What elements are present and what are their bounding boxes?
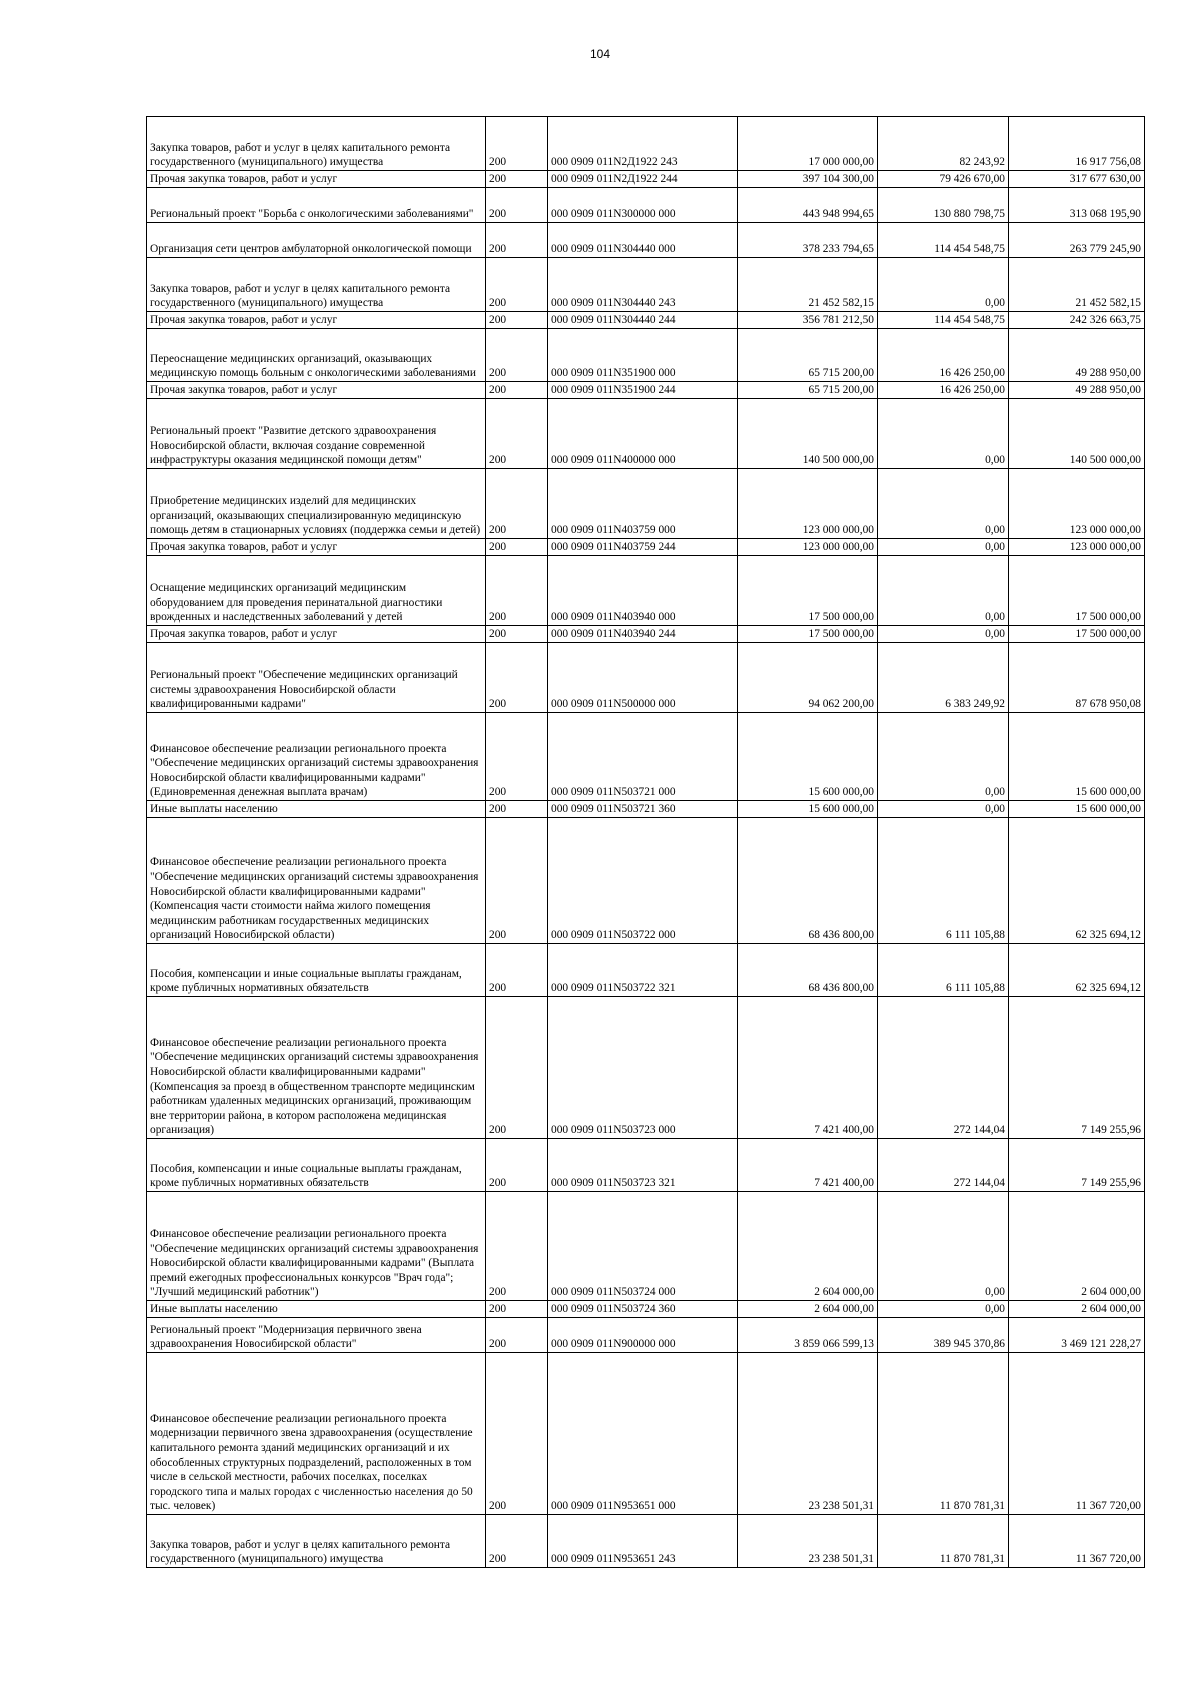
- row-unexecuted-amount-cell: 21 452 582,15: [1009, 258, 1145, 312]
- row-budget-classification-cell: 000 0909 011N503723 000: [548, 997, 738, 1139]
- row-budget-classification-cell: 000 0909 011N900000 000: [548, 1318, 738, 1353]
- row-admin-code-cell: 200: [486, 1318, 548, 1353]
- row-admin-code-cell: 200: [486, 1515, 548, 1568]
- row-unexecuted-amount-cell: 49 288 950,00: [1009, 382, 1145, 399]
- table-row: [147, 312, 1145, 329]
- row-approved-amount-cell: 68 436 800,00: [738, 818, 878, 944]
- row-executed-amount-cell: 0,00: [878, 626, 1009, 643]
- row-admin-code-cell: 200: [486, 818, 548, 944]
- row-approved-amount-cell: 17 500 000,00: [738, 626, 878, 643]
- row-executed-amount-cell: 0,00: [878, 258, 1009, 312]
- row-budget-classification-cell: 000 0909 011N400000 000: [548, 399, 738, 469]
- row-budget-classification-cell: 000 0909 011N2Д1922 243: [548, 117, 738, 171]
- row-unexecuted-amount-cell: 317 677 630,00: [1009, 171, 1145, 188]
- row-admin-code-cell: 200: [486, 1353, 548, 1515]
- table-row: [147, 469, 1145, 539]
- row-unexecuted-amount-cell: 17 500 000,00: [1009, 556, 1145, 626]
- row-budget-classification-cell: 000 0909 011N351900 000: [548, 329, 738, 382]
- row-admin-code-cell: 200: [486, 399, 548, 469]
- page-number: 104: [589, 47, 611, 61]
- row-name-cell: Региональный проект "Модернизация первичного звена здравоохранения Новосибирской области": [147, 1318, 486, 1353]
- row-name-cell: Финансовое обеспечение реализации регионального проекта "Обеспечение медицинских организаций системы здравоохранения Новосибирской области квалифицированными кадрами" (Компенсация за проезд в общественном транспорте медицинским работникам удаленных медицинских организаций, проживающим вне территории района, в котором расположена медицинская организация): [147, 997, 486, 1139]
- row-executed-amount-cell: 16 426 250,00: [878, 329, 1009, 382]
- row-budget-classification-cell: 000 0909 011N2Д1922 244: [548, 171, 738, 188]
- row-admin-code-cell: 200: [486, 643, 548, 713]
- row-executed-amount-cell: 79 426 670,00: [878, 171, 1009, 188]
- row-admin-code-cell: 200: [486, 1192, 548, 1301]
- table-row: [147, 223, 1145, 258]
- row-executed-amount-cell: 0,00: [878, 1192, 1009, 1301]
- row-name-cell: Региональный проект "Развитие детского здравоохранения Новосибирской области, включая создание современной инфраструктуры оказания медицинской помощи детям": [147, 399, 486, 469]
- row-unexecuted-amount-cell: 17 500 000,00: [1009, 626, 1145, 643]
- row-approved-amount-cell: 15 600 000,00: [738, 713, 878, 801]
- row-approved-amount-cell: 7 421 400,00: [738, 1139, 878, 1192]
- row-unexecuted-amount-cell: 123 000 000,00: [1009, 469, 1145, 539]
- table-row: [147, 382, 1145, 399]
- row-name-cell: Прочая закупка товаров, работ и услуг: [147, 382, 486, 399]
- row-approved-amount-cell: 356 781 212,50: [738, 312, 878, 329]
- table-row: [147, 188, 1145, 223]
- row-approved-amount-cell: 23 238 501,31: [738, 1353, 878, 1515]
- budget-execution-table: [146, 116, 1145, 1568]
- table-row: [147, 171, 1145, 188]
- table-row: [147, 643, 1145, 713]
- row-executed-amount-cell: 0,00: [878, 801, 1009, 818]
- row-budget-classification-cell: 000 0909 011N953651 000: [548, 1353, 738, 1515]
- row-executed-amount-cell: 0,00: [878, 713, 1009, 801]
- row-executed-amount-cell: 272 144,04: [878, 1139, 1009, 1192]
- row-name-cell: Переоснащение медицинских организаций, оказывающих медицинскую помощь больным с онкологическими заболеваниями: [147, 329, 486, 382]
- row-executed-amount-cell: 0,00: [878, 399, 1009, 469]
- row-name-cell: Организация сети центров амбулаторной онкологической помощи: [147, 223, 486, 258]
- row-admin-code-cell: 200: [486, 713, 548, 801]
- row-budget-classification-cell: 000 0909 011N300000 000: [548, 188, 738, 223]
- row-budget-classification-cell: 000 0909 011N953651 243: [548, 1515, 738, 1568]
- row-unexecuted-amount-cell: 87 678 950,08: [1009, 643, 1145, 713]
- row-name-cell: Приобретение медицинских изделий для медицинских организаций, оказывающих специализированную медицинскую помощь детям в стационарных условиях (поддержка семьи и детей): [147, 469, 486, 539]
- row-name-cell: Пособия, компенсации и иные социальные выплаты гражданам, кроме публичных нормативных обязательств: [147, 1139, 486, 1192]
- row-budget-classification-cell: 000 0909 011N403759 244: [548, 539, 738, 556]
- row-unexecuted-amount-cell: 62 325 694,12: [1009, 818, 1145, 944]
- table-row: [147, 1515, 1145, 1568]
- row-budget-classification-cell: 000 0909 011N503723 321: [548, 1139, 738, 1192]
- row-approved-amount-cell: 123 000 000,00: [738, 539, 878, 556]
- row-admin-code-cell: 200: [486, 382, 548, 399]
- row-name-cell: Закупка товаров, работ и услуг в целях капитального ремонта государственного (муниципального) имущества: [147, 258, 486, 312]
- row-executed-amount-cell: 130 880 798,75: [878, 188, 1009, 223]
- row-executed-amount-cell: 11 870 781,31: [878, 1353, 1009, 1515]
- table-body: [147, 117, 1145, 1568]
- row-budget-classification-cell: 000 0909 011N304440 000: [548, 223, 738, 258]
- row-admin-code-cell: 200: [486, 171, 548, 188]
- row-budget-classification-cell: 000 0909 011N503721 360: [548, 801, 738, 818]
- table-row: [147, 329, 1145, 382]
- row-approved-amount-cell: 15 600 000,00: [738, 801, 878, 818]
- row-approved-amount-cell: 21 452 582,15: [738, 258, 878, 312]
- row-budget-classification-cell: 000 0909 011N503724 360: [548, 1301, 738, 1318]
- row-executed-amount-cell: 0,00: [878, 469, 1009, 539]
- row-executed-amount-cell: 6 383 249,92: [878, 643, 1009, 713]
- row-unexecuted-amount-cell: 123 000 000,00: [1009, 539, 1145, 556]
- row-admin-code-cell: 200: [486, 258, 548, 312]
- row-executed-amount-cell: 114 454 548,75: [878, 312, 1009, 329]
- row-name-cell: Прочая закупка товаров, работ и услуг: [147, 626, 486, 643]
- row-unexecuted-amount-cell: 15 600 000,00: [1009, 713, 1145, 801]
- row-executed-amount-cell: 6 111 105,88: [878, 818, 1009, 944]
- row-approved-amount-cell: 23 238 501,31: [738, 1515, 878, 1568]
- row-unexecuted-amount-cell: 49 288 950,00: [1009, 329, 1145, 382]
- row-budget-classification-cell: 000 0909 011N403940 000: [548, 556, 738, 626]
- row-unexecuted-amount-cell: 7 149 255,96: [1009, 997, 1145, 1139]
- row-executed-amount-cell: 6 111 105,88: [878, 944, 1009, 997]
- row-budget-classification-cell: 000 0909 011N304440 244: [548, 312, 738, 329]
- row-executed-amount-cell: 272 144,04: [878, 997, 1009, 1139]
- row-unexecuted-amount-cell: 62 325 694,12: [1009, 944, 1145, 997]
- row-admin-code-cell: 200: [486, 223, 548, 258]
- row-name-cell: Региональный проект "Обеспечение медицинских организаций системы здравоохранения Новосибирской области квалифицированными кадрами": [147, 643, 486, 713]
- row-executed-amount-cell: 389 945 370,86: [878, 1318, 1009, 1353]
- row-executed-amount-cell: 0,00: [878, 1301, 1009, 1318]
- row-unexecuted-amount-cell: 2 604 000,00: [1009, 1192, 1145, 1301]
- table-row: [147, 556, 1145, 626]
- row-unexecuted-amount-cell: 140 500 000,00: [1009, 399, 1145, 469]
- row-name-cell: Прочая закупка товаров, работ и услуг: [147, 171, 486, 188]
- row-executed-amount-cell: 114 454 548,75: [878, 223, 1009, 258]
- row-name-cell: Прочая закупка товаров, работ и услуг: [147, 539, 486, 556]
- row-name-cell: Иные выплаты населению: [147, 1301, 486, 1318]
- row-budget-classification-cell: 000 0909 011N403940 244: [548, 626, 738, 643]
- row-unexecuted-amount-cell: 242 326 663,75: [1009, 312, 1145, 329]
- row-budget-classification-cell: 000 0909 011N351900 244: [548, 382, 738, 399]
- row-admin-code-cell: 200: [486, 117, 548, 171]
- row-unexecuted-amount-cell: 11 367 720,00: [1009, 1515, 1145, 1568]
- row-admin-code-cell: 200: [486, 1139, 548, 1192]
- row-admin-code-cell: 200: [486, 626, 548, 643]
- table-row: [147, 399, 1145, 469]
- row-name-cell: Закупка товаров, работ и услуг в целях капитального ремонта государственного (муниципального) имущества: [147, 1515, 486, 1568]
- row-name-cell: Финансовое обеспечение реализации регионального проекта модернизации первичного звена здравоохранения (осуществление капитального ремонта зданий медицинских организаций и их обособленных структурных подразделений, расположенных в том числе в сельской местности, рабочих поселках, поселках городского типа и малых городах с численностью населения до 50 тыс. человек): [147, 1353, 486, 1515]
- row-unexecuted-amount-cell: 2 604 000,00: [1009, 1301, 1145, 1318]
- row-executed-amount-cell: 0,00: [878, 556, 1009, 626]
- row-admin-code-cell: 200: [486, 469, 548, 539]
- row-unexecuted-amount-cell: 263 779 245,90: [1009, 223, 1145, 258]
- row-unexecuted-amount-cell: 3 469 121 228,27: [1009, 1318, 1145, 1353]
- row-admin-code-cell: 200: [486, 1301, 548, 1318]
- row-approved-amount-cell: 2 604 000,00: [738, 1192, 878, 1301]
- row-approved-amount-cell: 443 948 994,65: [738, 188, 878, 223]
- table-row: [147, 944, 1145, 997]
- row-unexecuted-amount-cell: 11 367 720,00: [1009, 1353, 1145, 1515]
- table-row: [147, 1318, 1145, 1353]
- row-name-cell: Пособия, компенсации и иные социальные выплаты гражданам, кроме публичных нормативных обязательств: [147, 944, 486, 997]
- row-approved-amount-cell: 7 421 400,00: [738, 997, 878, 1139]
- row-name-cell: Прочая закупка товаров, работ и услуг: [147, 312, 486, 329]
- row-name-cell: Оснащение медицинских организаций медицинским оборудованием для проведения перинатальной диагностики врожденных и наследственных заболеваний у детей: [147, 556, 486, 626]
- row-budget-classification-cell: 000 0909 011N503722 321: [548, 944, 738, 997]
- row-name-cell: Финансовое обеспечение реализации регионального проекта "Обеспечение медицинских организаций системы здравоохранения Новосибирской области квалифицированными кадрами" (Выплата премий ежегодных профессиональных конкурсов "Врач года"; "Лучший медицинский работник"): [147, 1192, 486, 1301]
- table-row: [147, 818, 1145, 944]
- table-row: [147, 801, 1145, 818]
- row-admin-code-cell: 200: [486, 539, 548, 556]
- row-admin-code-cell: 200: [486, 329, 548, 382]
- row-approved-amount-cell: 397 104 300,00: [738, 171, 878, 188]
- row-budget-classification-cell: 000 0909 011N503721 000: [548, 713, 738, 801]
- table-row: [147, 117, 1145, 171]
- row-budget-classification-cell: 000 0909 011N403759 000: [548, 469, 738, 539]
- table-row: [147, 1192, 1145, 1301]
- row-admin-code-cell: 200: [486, 801, 548, 818]
- row-budget-classification-cell: 000 0909 011N503724 000: [548, 1192, 738, 1301]
- row-unexecuted-amount-cell: 7 149 255,96: [1009, 1139, 1145, 1192]
- table-row: [147, 1139, 1145, 1192]
- row-approved-amount-cell: 94 062 200,00: [738, 643, 878, 713]
- row-approved-amount-cell: 2 604 000,00: [738, 1301, 878, 1318]
- row-approved-amount-cell: 378 233 794,65: [738, 223, 878, 258]
- row-budget-classification-cell: 000 0909 011N304440 243: [548, 258, 738, 312]
- row-admin-code-cell: 200: [486, 944, 548, 997]
- row-name-cell: Иные выплаты населению: [147, 801, 486, 818]
- row-name-cell: Финансовое обеспечение реализации регионального проекта "Обеспечение медицинских организаций системы здравоохранения Новосибирской области квалифицированными кадрами" (Компенсация части стоимости найма жилого помещения медицинским работникам государственных медицинских организаций Новосибирской области): [147, 818, 486, 944]
- row-admin-code-cell: 200: [486, 188, 548, 223]
- row-approved-amount-cell: 3 859 066 599,13: [738, 1318, 878, 1353]
- row-approved-amount-cell: 65 715 200,00: [738, 382, 878, 399]
- row-budget-classification-cell: 000 0909 011N500000 000: [548, 643, 738, 713]
- table-row: [147, 713, 1145, 801]
- row-unexecuted-amount-cell: 313 068 195,90: [1009, 188, 1145, 223]
- row-admin-code-cell: 200: [486, 997, 548, 1139]
- row-name-cell: Финансовое обеспечение реализации регионального проекта "Обеспечение медицинских организаций системы здравоохранения Новосибирской области квалифицированными кадрами" (Единовременная денежная выплата врачам): [147, 713, 486, 801]
- row-name-cell: Региональный проект "Борьба с онкологическими заболеваниями": [147, 188, 486, 223]
- table-row: [147, 539, 1145, 556]
- row-executed-amount-cell: 82 243,92: [878, 117, 1009, 171]
- row-unexecuted-amount-cell: 15 600 000,00: [1009, 801, 1145, 818]
- row-executed-amount-cell: 16 426 250,00: [878, 382, 1009, 399]
- row-approved-amount-cell: 17 500 000,00: [738, 556, 878, 626]
- row-executed-amount-cell: 11 870 781,31: [878, 1515, 1009, 1568]
- row-admin-code-cell: 200: [486, 312, 548, 329]
- table-row: [147, 997, 1145, 1139]
- row-admin-code-cell: 200: [486, 556, 548, 626]
- table-row: [147, 626, 1145, 643]
- row-approved-amount-cell: 65 715 200,00: [738, 329, 878, 382]
- row-name-cell: Закупка товаров, работ и услуг в целях капитального ремонта государственного (муниципального) имущества: [147, 117, 486, 171]
- row-approved-amount-cell: 123 000 000,00: [738, 469, 878, 539]
- row-approved-amount-cell: 17 000 000,00: [738, 117, 878, 171]
- table-row: [147, 258, 1145, 312]
- row-unexecuted-amount-cell: 16 917 756,08: [1009, 117, 1145, 171]
- row-approved-amount-cell: 68 436 800,00: [738, 944, 878, 997]
- row-approved-amount-cell: 140 500 000,00: [738, 399, 878, 469]
- table-row: [147, 1301, 1145, 1318]
- row-executed-amount-cell: 0,00: [878, 539, 1009, 556]
- table-row: [147, 1353, 1145, 1515]
- row-budget-classification-cell: 000 0909 011N503722 000: [548, 818, 738, 944]
